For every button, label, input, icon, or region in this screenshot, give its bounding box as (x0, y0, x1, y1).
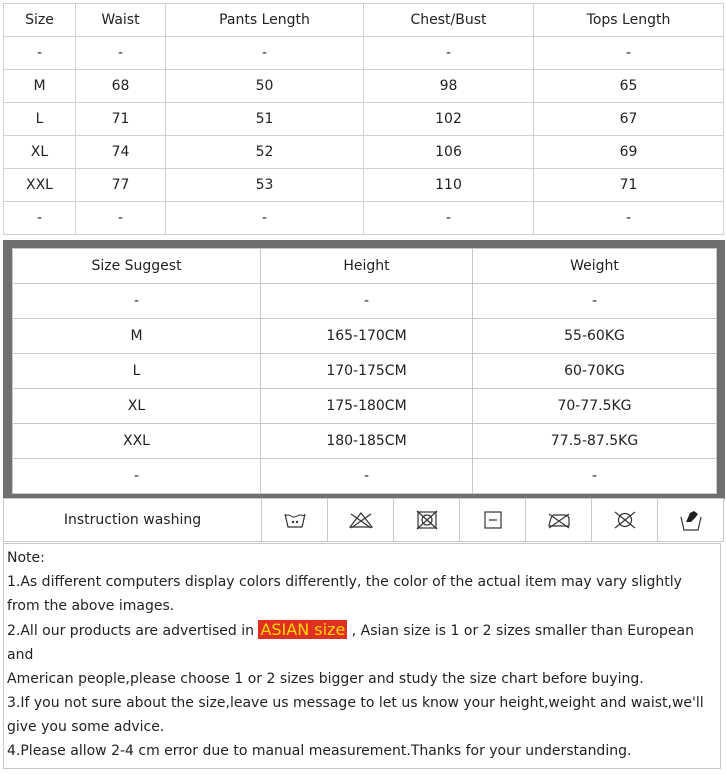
table-row (13, 319, 717, 354)
table-cell: 71 (76, 103, 166, 136)
table-cell: - (13, 459, 261, 494)
size-suggest-header (13, 249, 717, 284)
table-row (13, 389, 717, 424)
table-cell: 70-77.5KG (473, 389, 717, 424)
table-cell: - (473, 459, 717, 494)
header-pants-length: Pants Length (166, 4, 364, 37)
note-3: 3.If you not sure about the size,leave us message to let us know your height,weight and waist,we'll give you some advice. (7, 695, 704, 735)
table-cell: 67 (534, 103, 724, 136)
iron-low-icon (526, 499, 592, 542)
table-cell: 68 (76, 70, 166, 103)
table-cell: 71 (534, 169, 724, 202)
table-cell: - (76, 37, 166, 70)
table-cell: - (261, 459, 473, 494)
table-cell: 180-185CM (261, 424, 473, 459)
hand-wash-icon (658, 499, 724, 542)
table-cell: L (4, 103, 76, 136)
do-not-dry-clean-icon (592, 499, 658, 542)
header-chest-bust: Chest/Bust (364, 4, 534, 37)
table-row (4, 70, 724, 103)
table-row (13, 424, 717, 459)
table-cell: - (13, 284, 261, 319)
do-not-bleach-icon (328, 499, 394, 542)
table-row (4, 37, 724, 70)
note-2-after: , Asian size is 1 or 2 sizes smaller than European and (7, 623, 694, 663)
note-1: 1.As different computers display colors differently, the color of the actual item may vary slightly from the above images. (7, 574, 682, 614)
note-2-before: 2.All our products are advertised in (7, 623, 259, 639)
table-cell: 74 (76, 136, 166, 169)
table-cell: 102 (364, 103, 534, 136)
note-4: 4.Please allow 2-4 cm error due to manual measurement.Thanks for your understanding. (7, 743, 632, 759)
washing-instructions (3, 498, 724, 542)
notes-section (3, 543, 721, 769)
table-row (13, 284, 717, 319)
table-row (4, 103, 724, 136)
header-weight: Weight (473, 249, 717, 284)
table-cell: 77 (76, 169, 166, 202)
hand-wash-30-icon (262, 499, 328, 542)
header-size: Size (4, 4, 76, 37)
table-cell: 65 (534, 70, 724, 103)
header-height: Height (261, 249, 473, 284)
table-cell: 77.5-87.5KG (473, 424, 717, 459)
note-2 (7, 618, 718, 667)
line-dry-icon (460, 499, 526, 542)
asian-size-highlight: ASIAN size (260, 620, 346, 639)
table-cell: 53 (166, 169, 364, 202)
table-cell: M (13, 319, 261, 354)
table-cell: XXL (4, 169, 76, 202)
table-cell: - (76, 202, 166, 235)
table-cell: - (364, 37, 534, 70)
table-cell: - (473, 284, 717, 319)
table-cell: - (261, 284, 473, 319)
do-not-tumble-dry-icon (394, 499, 460, 542)
table-row (4, 202, 724, 235)
table-cell: 60-70KG (473, 354, 717, 389)
table-cell: 55-60KG (473, 319, 717, 354)
table-row (4, 136, 724, 169)
table-cell: 170-175CM (261, 354, 473, 389)
table-cell: 106 (364, 136, 534, 169)
table-cell: - (166, 37, 364, 70)
washing-label: Instruction washing (4, 499, 262, 542)
size-table-header (4, 4, 724, 37)
note-title: Note: (7, 550, 45, 566)
table-cell: 69 (534, 136, 724, 169)
table-cell: 51 (166, 103, 364, 136)
size-suggest-table (12, 248, 717, 494)
table-cell: XL (4, 136, 76, 169)
washing-row (4, 499, 724, 542)
table-cell: 110 (364, 169, 534, 202)
table-cell: 165-170CM (261, 319, 473, 354)
header-tops-length: Tops Length (534, 4, 724, 37)
table-row (4, 169, 724, 202)
table-cell: 50 (166, 70, 364, 103)
header-waist: Waist (76, 4, 166, 37)
table-cell: - (166, 202, 364, 235)
table-cell: - (534, 202, 724, 235)
table-cell: - (534, 37, 724, 70)
size-suggest-frame (3, 240, 725, 499)
table-cell: XXL (13, 424, 261, 459)
table-cell: L (13, 354, 261, 389)
table-cell: - (364, 202, 534, 235)
table-cell: 98 (364, 70, 534, 103)
table-cell: - (4, 37, 76, 70)
table-cell: - (4, 202, 76, 235)
table-row (13, 459, 717, 494)
table-row (13, 354, 717, 389)
note-2-continued: American people,please choose 1 or 2 sizes bigger and study the size chart before buying. (7, 671, 644, 687)
table-cell: 175-180CM (261, 389, 473, 424)
table-cell: M (4, 70, 76, 103)
table-cell: XL (13, 389, 261, 424)
size-table (3, 3, 724, 235)
header-size-suggest: Size Suggest (13, 249, 261, 284)
table-cell: 52 (166, 136, 364, 169)
